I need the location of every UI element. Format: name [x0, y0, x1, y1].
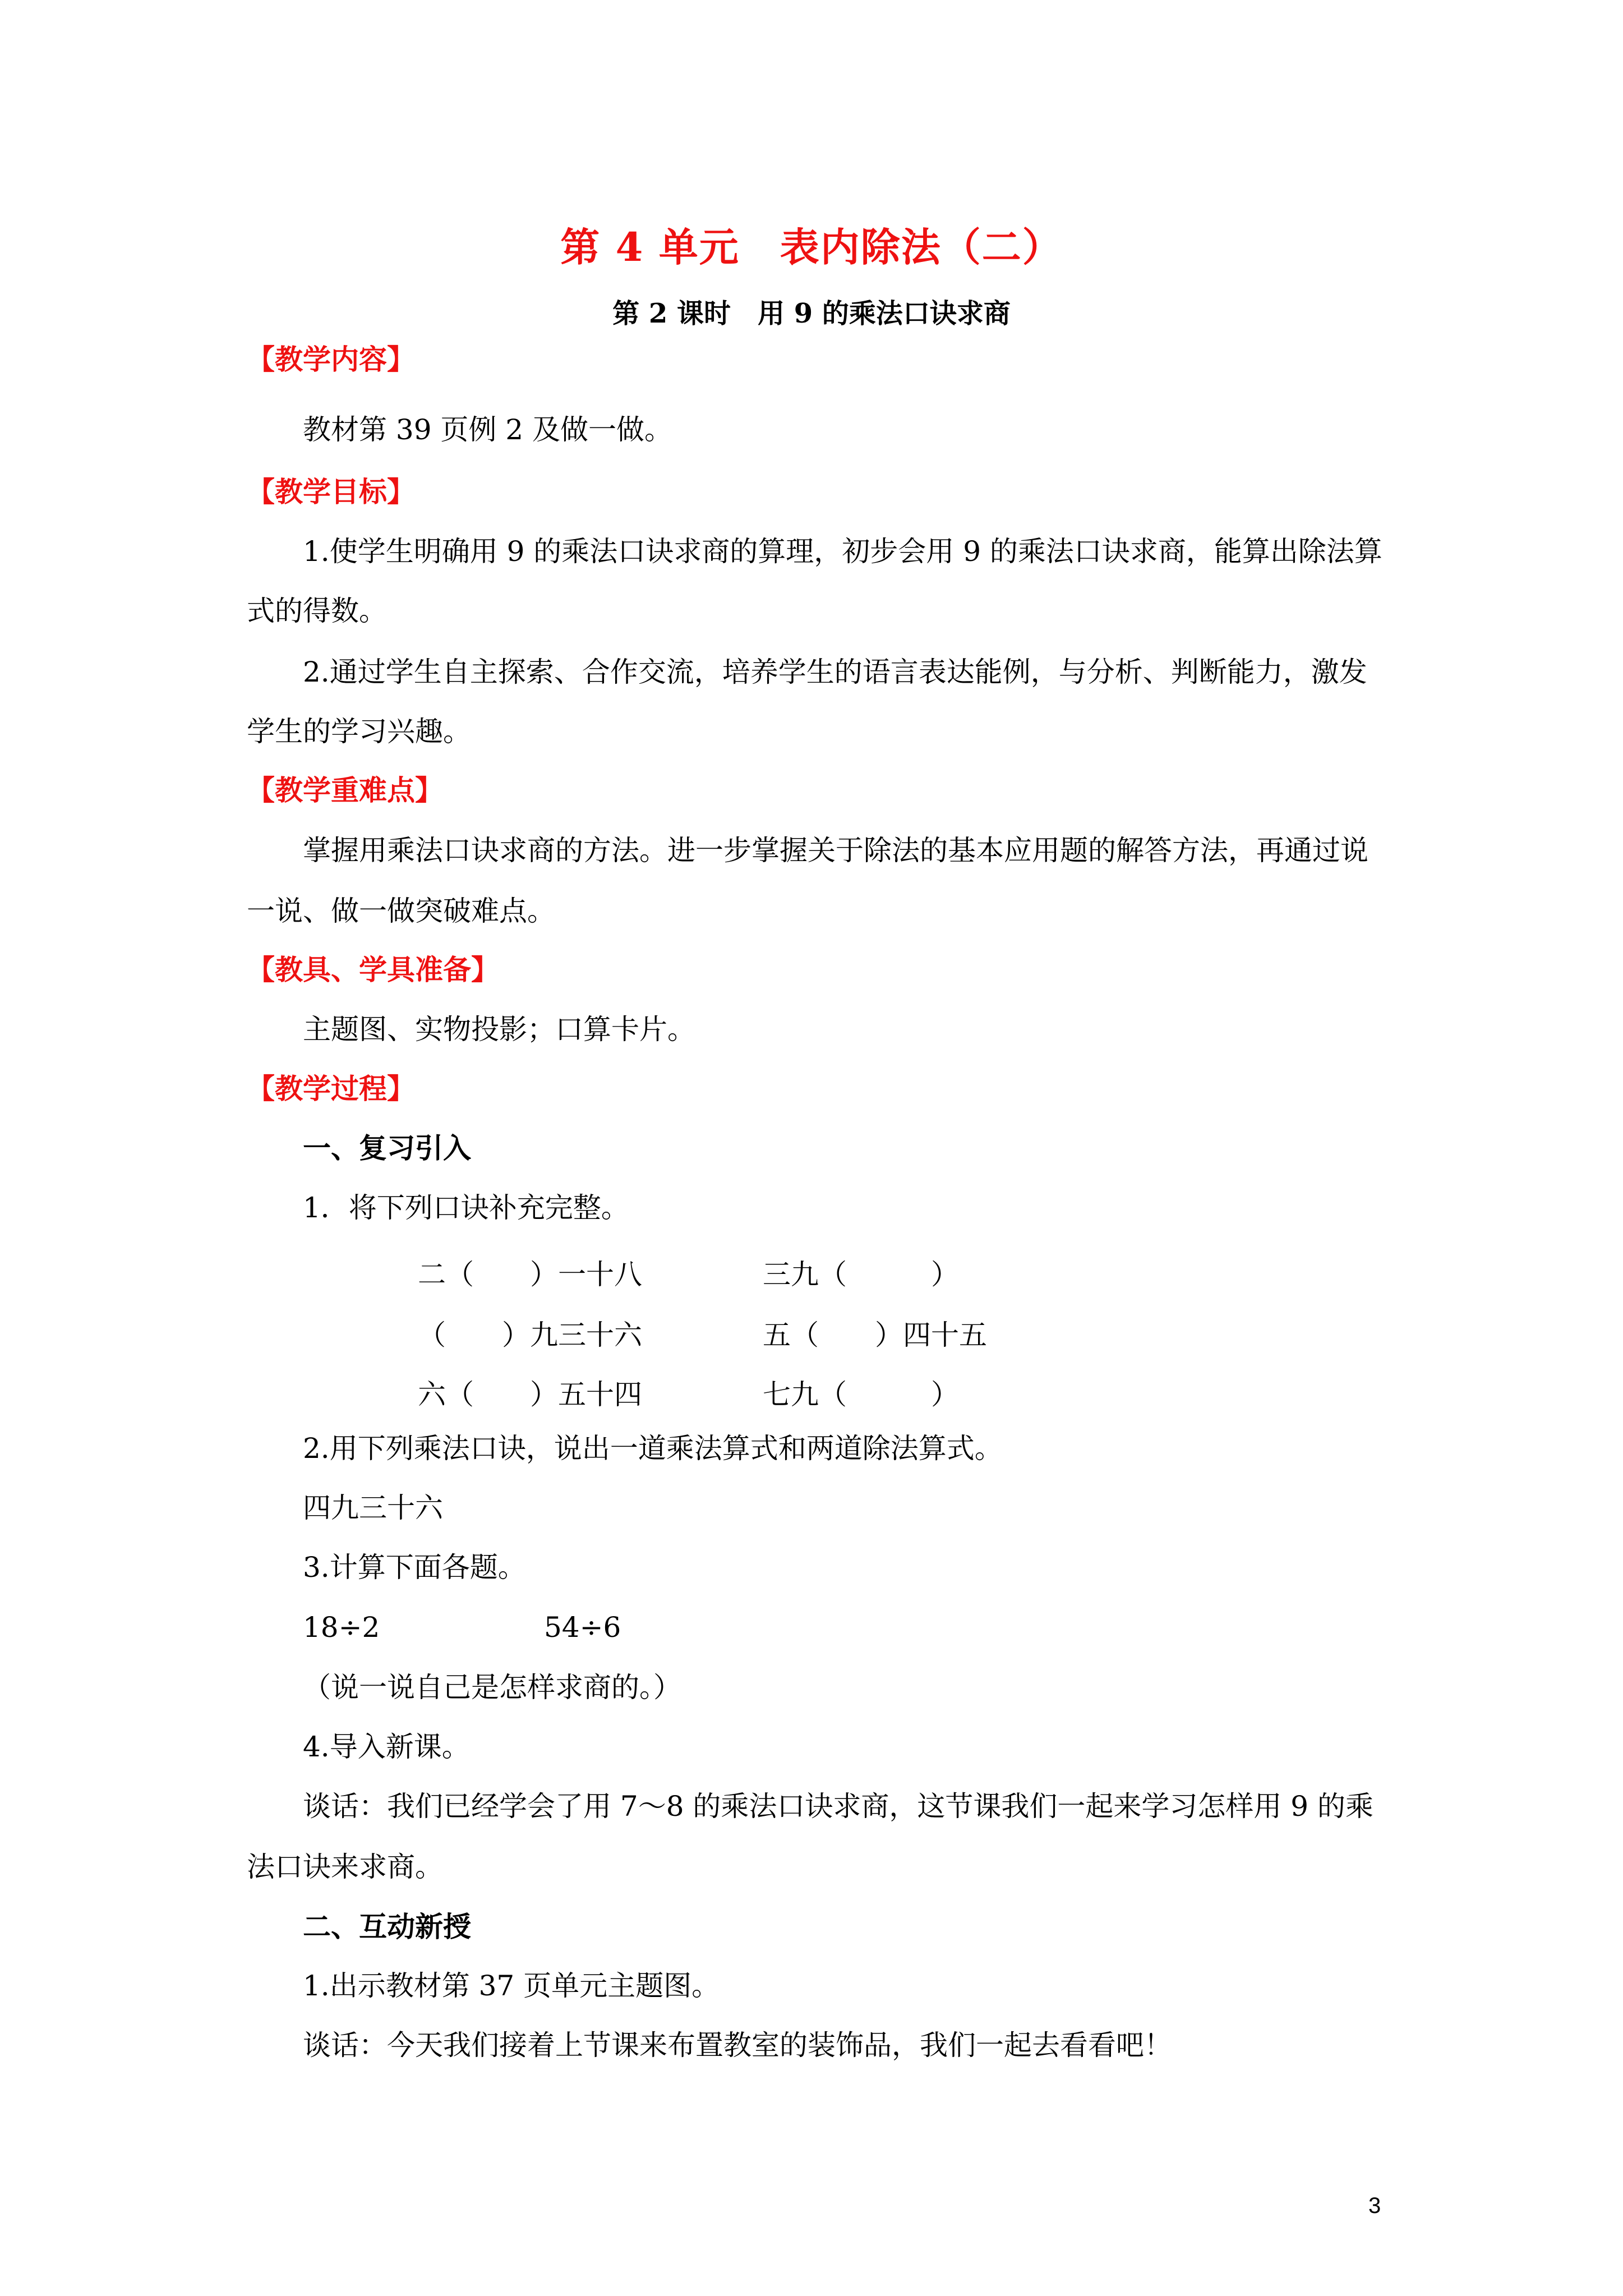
goal-2-line-1: 2.通过学生自主探索、合作交流，培养学生的语言表达能例，与分析、判断能力，激发 [303, 656, 1367, 688]
goal-1-line-1: 1.使学生明确用 9 的乘法口诀求商的算理，初步会用 9 的乘法口诀求商，能算出除法算 [303, 535, 1382, 568]
page-number: 3 [1368, 2193, 1381, 2218]
talk-2: 谈话：今天我们接着上节课来布置教室的装饰品，我们一起去看看吧！ [303, 2029, 1172, 2062]
fill-blank-3: （ ）九三十六 [418, 1319, 642, 1351]
key-points-line-2: 一说、做一做突破难点。 [247, 895, 555, 927]
preparation-text: 主题图、实物投影；口算卡片。 [303, 1013, 695, 1046]
fill-blank-5: 六（ ）五十四 [418, 1378, 642, 1411]
part-2-item-1: 1.出示教材第 37 页单元主题图。 [303, 1970, 720, 2002]
fill-blank-4: 五（ ）四十五 [763, 1319, 987, 1351]
teaching-goals-heading: 【教学目标】 [247, 475, 415, 508]
review-item-2: 2.用下列乘法口诀，说出一道乘法算式和两道除法算式。 [303, 1432, 1003, 1465]
fill-blank-1: 二（ ）一十八 [418, 1258, 642, 1291]
teaching-content-heading: 【教学内容】 [247, 343, 415, 376]
key-points-line-1: 掌握用乘法口诀求商的方法。进一步掌握关于除法的基本应用题的解答方法，再通过说 [303, 834, 1368, 867]
key-points-heading: 【教学重难点】 [247, 774, 443, 807]
calc-expression-1: 18÷2 [303, 1611, 380, 1644]
fill-blank-2: 三九（ ） [763, 1258, 959, 1291]
goal-2-line-2: 学生的学习兴趣。 [247, 715, 471, 748]
review-item-2-example: 四九三十六 [303, 1492, 443, 1524]
review-item-1: 1．将下列口诀补充完整。 [303, 1191, 629, 1224]
talk-1-line-1: 谈话：我们已经学会了用 7～8 的乘法口诀求商，这节课我们一起来学习怎样用 9 的乘 [303, 1790, 1374, 1823]
unit-title: 第 4 单元 表内除法（二） [560, 224, 1063, 270]
process-heading: 【教学过程】 [247, 1072, 415, 1105]
part-2-heading: 二、互动新授 [303, 1910, 471, 1943]
preparation-heading: 【教具、学具准备】 [247, 953, 499, 986]
review-item-4: 4.导入新课。 [303, 1731, 470, 1763]
lesson-subtitle: 第 2 课时 用 9 的乘法口诀求商 [612, 298, 1011, 329]
review-item-3-note: （说一说自己是怎样求商的。） [303, 1671, 681, 1704]
part-1-heading: 一、复习引入 [303, 1131, 471, 1165]
calc-expression-2: 54÷6 [544, 1611, 621, 1644]
review-item-3: 3.计算下面各题。 [303, 1551, 526, 1584]
fill-blank-6: 七九（ ） [763, 1378, 959, 1411]
teaching-content-text: 教材第 39 页例 2 及做一做。 [303, 413, 673, 446]
goal-1-line-2: 式的得数。 [247, 595, 387, 627]
talk-1-line-2: 法口诀来求商。 [247, 1851, 443, 1883]
